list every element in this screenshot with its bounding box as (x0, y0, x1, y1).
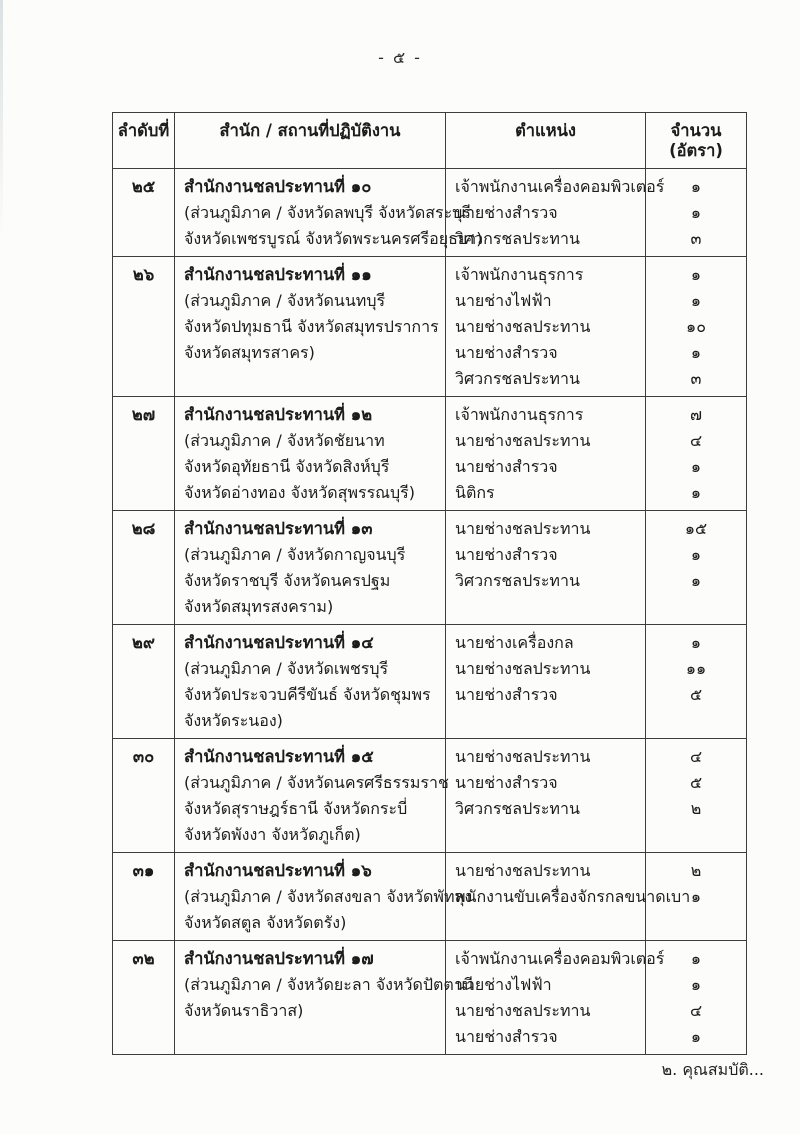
count-line: ๑ (690, 975, 702, 994)
location-line: จังหวัดราชบุรี จังหวัดนครปฐม (184, 571, 391, 590)
position-line: วิศวกรชลประทาน (455, 571, 580, 590)
office-name: สำนักงานชลประทานที่ ๑๐ (184, 177, 372, 196)
position-cell (446, 739, 646, 853)
page-number: - ๕ - (378, 48, 422, 67)
location-line: (ส่วนภูมิภาค / จังหวัดยะลา จังหวัดปัตตานี (184, 975, 474, 994)
location-line: จังหวัดสมุทรสาคร) (184, 343, 315, 362)
count-line: ๑ (690, 633, 702, 652)
count-line: ๑ (690, 265, 702, 284)
count-cell (646, 511, 747, 625)
count-line: ๓ (690, 229, 702, 248)
location-line: จังหวัดสตูล จังหวัดตรัง) (184, 913, 347, 932)
position-line: นายช่างสำรวจ (455, 685, 558, 704)
location-line: จังหวัดสมุทรสงคราม) (184, 597, 334, 616)
office-cell (175, 257, 446, 397)
position-line: นายช่างชลประทาน (455, 659, 591, 678)
position-line: เจ้าพนักงานธุรการ (455, 265, 584, 284)
order-number: ๒๕ (131, 177, 156, 196)
table-row (113, 739, 747, 853)
position-cell (446, 625, 646, 739)
position-line: นายช่างชลประทาน (455, 519, 591, 538)
location-line: จังหวัดพังงา จังหวัดภูเก็ต) (184, 825, 361, 844)
count-line: ๑ (690, 887, 702, 906)
count-line: ๑ (690, 457, 702, 476)
count-line: ๑ (690, 203, 702, 222)
office-name: สำนักงานชลประทานที่ ๑๒ (184, 405, 373, 424)
order-cell (113, 739, 175, 853)
location-line: จังหวัดระนอง) (184, 711, 283, 730)
count-line: ๕ (689, 773, 703, 792)
count-line: ๑ (690, 177, 702, 196)
header-cell-position: ตำแหน่ง (446, 113, 646, 169)
footer-continuation-note: ๒. คุณสมบัติ... (661, 1060, 764, 1079)
order-cell (113, 257, 175, 397)
count-cell (646, 625, 747, 739)
position-line: นายช่างไฟฟ้า (455, 291, 552, 310)
location-line: จังหวัดเพชรบูรณ์ จังหวัดพระนครศรีอยุธยา) (184, 229, 483, 248)
position-line: วิศวกรชลประทาน (455, 369, 580, 388)
position-cell (446, 397, 646, 511)
vacancy-table (112, 112, 747, 1055)
order-number: ๒๖ (132, 265, 155, 284)
order-cell (113, 397, 175, 511)
position-line: นายช่างชลประทาน (455, 1001, 591, 1020)
office-name: สำนักงานชลประทานที่ ๑๕ (184, 747, 374, 766)
header-cell-order: ลำดับที่ (113, 113, 175, 169)
count-line: ๑๐ (686, 317, 706, 336)
position-line: นิติกร (455, 483, 495, 502)
position-line: นายช่างชลประทาน (455, 431, 591, 450)
count-line: ๑ (690, 291, 702, 310)
location-line: (ส่วนภูมิภาค / จังหวัดสงขลา จังหวัดพัทลุง (184, 887, 473, 906)
location-line: (ส่วนภูมิภาค / จังหวัดกาญจนบุรี (184, 545, 406, 564)
office-name: สำนักงานชลประทานที่ ๑๔ (184, 633, 374, 652)
office-cell (175, 511, 446, 625)
position-line: นายช่างสำรวจ (455, 1027, 558, 1046)
position-line: นายช่างชลประทาน (455, 747, 591, 766)
order-number: ๓๑ (132, 861, 155, 880)
order-number: ๒๘ (131, 519, 156, 538)
count-line: ๗ (689, 405, 703, 424)
location-line: (ส่วนภูมิภาค / จังหวัดเพชรบุรี (184, 659, 389, 678)
position-line: เจ้าพนักงานเครื่องคอมพิวเตอร์ (455, 949, 665, 968)
position-line: นายช่างเครื่องกล (455, 633, 574, 652)
location-line: (ส่วนภูมิภาค / จังหวัดลพบุรี จังหวัดสระบุรี (184, 203, 471, 222)
table-row (113, 941, 747, 1055)
count-line: ๑ (690, 545, 702, 564)
location-line: จังหวัดประจวบคีรีขันธ์ จังหวัดชุมพร (184, 685, 431, 704)
position-cell (446, 257, 646, 397)
order-cell (113, 941, 175, 1055)
order-number: ๒๗ (131, 405, 156, 424)
count-line: ๒ (690, 861, 702, 880)
count-line: ๑ (690, 483, 702, 502)
header-cell-count: จำนวน (อัตรา) (646, 113, 747, 169)
location-line: จังหวัดปทุมธานี จังหวัดสมุทรปราการ (184, 317, 439, 336)
table-row (113, 511, 747, 625)
count-line: ๒ (690, 799, 702, 818)
count-line: ๓ (690, 369, 702, 388)
table-body (113, 169, 747, 1055)
office-cell (175, 853, 473, 941)
office-name: สำนักงานชลประทานที่ ๑๖ (184, 861, 372, 880)
office-cell (175, 625, 446, 739)
office-cell (175, 739, 449, 853)
location-line: จังหวัดนราธิวาส) (184, 1001, 304, 1020)
header-cell-office: สำนัก / สถานที่ปฏิบัติงาน (175, 113, 446, 169)
count-line: ๔ (689, 747, 703, 766)
order-cell (113, 511, 175, 625)
table-row (113, 169, 747, 257)
count-cell (646, 257, 747, 397)
position-line: พนักงานขับเครื่องจักรกลขนาดเบา (455, 887, 691, 906)
order-number: ๓๐ (132, 747, 155, 766)
count-line: ๔ (689, 1001, 703, 1020)
position-cell (446, 511, 646, 625)
order-number: ๓๒ (132, 949, 155, 968)
office-name: สำนักงานชลประทานที่ ๑๓ (184, 519, 373, 538)
count-line: ๑ (690, 1027, 702, 1046)
table-header (113, 113, 747, 169)
office-cell (175, 941, 474, 1055)
count-cell (646, 397, 747, 511)
order-cell (113, 169, 175, 257)
order-number: ๒๙ (132, 633, 155, 652)
location-line: จังหวัดอุทัยธานี จังหวัดสิงห์บุรี (184, 457, 390, 476)
count-line: ๑ (690, 949, 702, 968)
order-cell (113, 625, 175, 739)
position-line: นายช่างสำรวจ (455, 545, 558, 564)
table-row (113, 853, 747, 941)
position-cell (446, 853, 691, 941)
count-line: ๑ (690, 343, 702, 362)
table-row (113, 625, 747, 739)
count-line: ๑๑ (685, 659, 707, 678)
location-line: จังหวัดอ่างทอง จังหวัดสุพรรณบุรี) (184, 483, 416, 502)
position-line: นายช่างไฟฟ้า (455, 975, 552, 994)
position-line: เจ้าพนักงานเครื่องคอมพิวเตอร์ (455, 177, 665, 196)
location-line: จังหวัดสุราษฎร์ธานี จังหวัดกระบี่ (184, 799, 408, 818)
count-line: ๑๕ (684, 519, 708, 538)
office-name: สำนักงานชลประทานที่ ๑๑ (184, 265, 372, 284)
count-line: ๕ (689, 685, 703, 704)
position-line: เจ้าพนักงานธุรการ (455, 405, 584, 424)
position-line: วิศวกรชลประทาน (455, 229, 580, 248)
position-cell (446, 169, 665, 257)
table-header-row (113, 113, 747, 169)
position-line: นายช่างสำรวจ (455, 203, 558, 222)
position-line: นายช่างสำรวจ (455, 343, 558, 362)
location-line: (ส่วนภูมิภาค / จังหวัดชัยนาท (184, 431, 385, 450)
position-cell (446, 941, 665, 1055)
position-line: นายช่างสำรวจ (455, 457, 558, 476)
office-cell (175, 397, 446, 511)
office-cell (175, 169, 483, 257)
position-line: วิศวกรชลประทาน (455, 799, 580, 818)
count-line: ๔ (689, 431, 703, 450)
position-line: นายช่างชลประทาน (455, 317, 591, 336)
position-line: นายช่างสำรวจ (455, 773, 558, 792)
location-line: (ส่วนภูมิภาค / จังหวัดนนทบุรี (184, 291, 386, 310)
order-cell (113, 853, 175, 941)
count-line: ๑ (690, 571, 702, 590)
table-row (113, 257, 747, 397)
count-cell (646, 739, 747, 853)
position-line: นายช่างชลประทาน (455, 861, 591, 880)
location-line: (ส่วนภูมิภาค / จังหวัดนครศรีธรรมราช (184, 773, 449, 792)
scan-edge-artifact (0, 0, 3, 240)
office-name: สำนักงานชลประทานที่ ๑๗ (184, 949, 374, 968)
table-row (113, 397, 747, 511)
